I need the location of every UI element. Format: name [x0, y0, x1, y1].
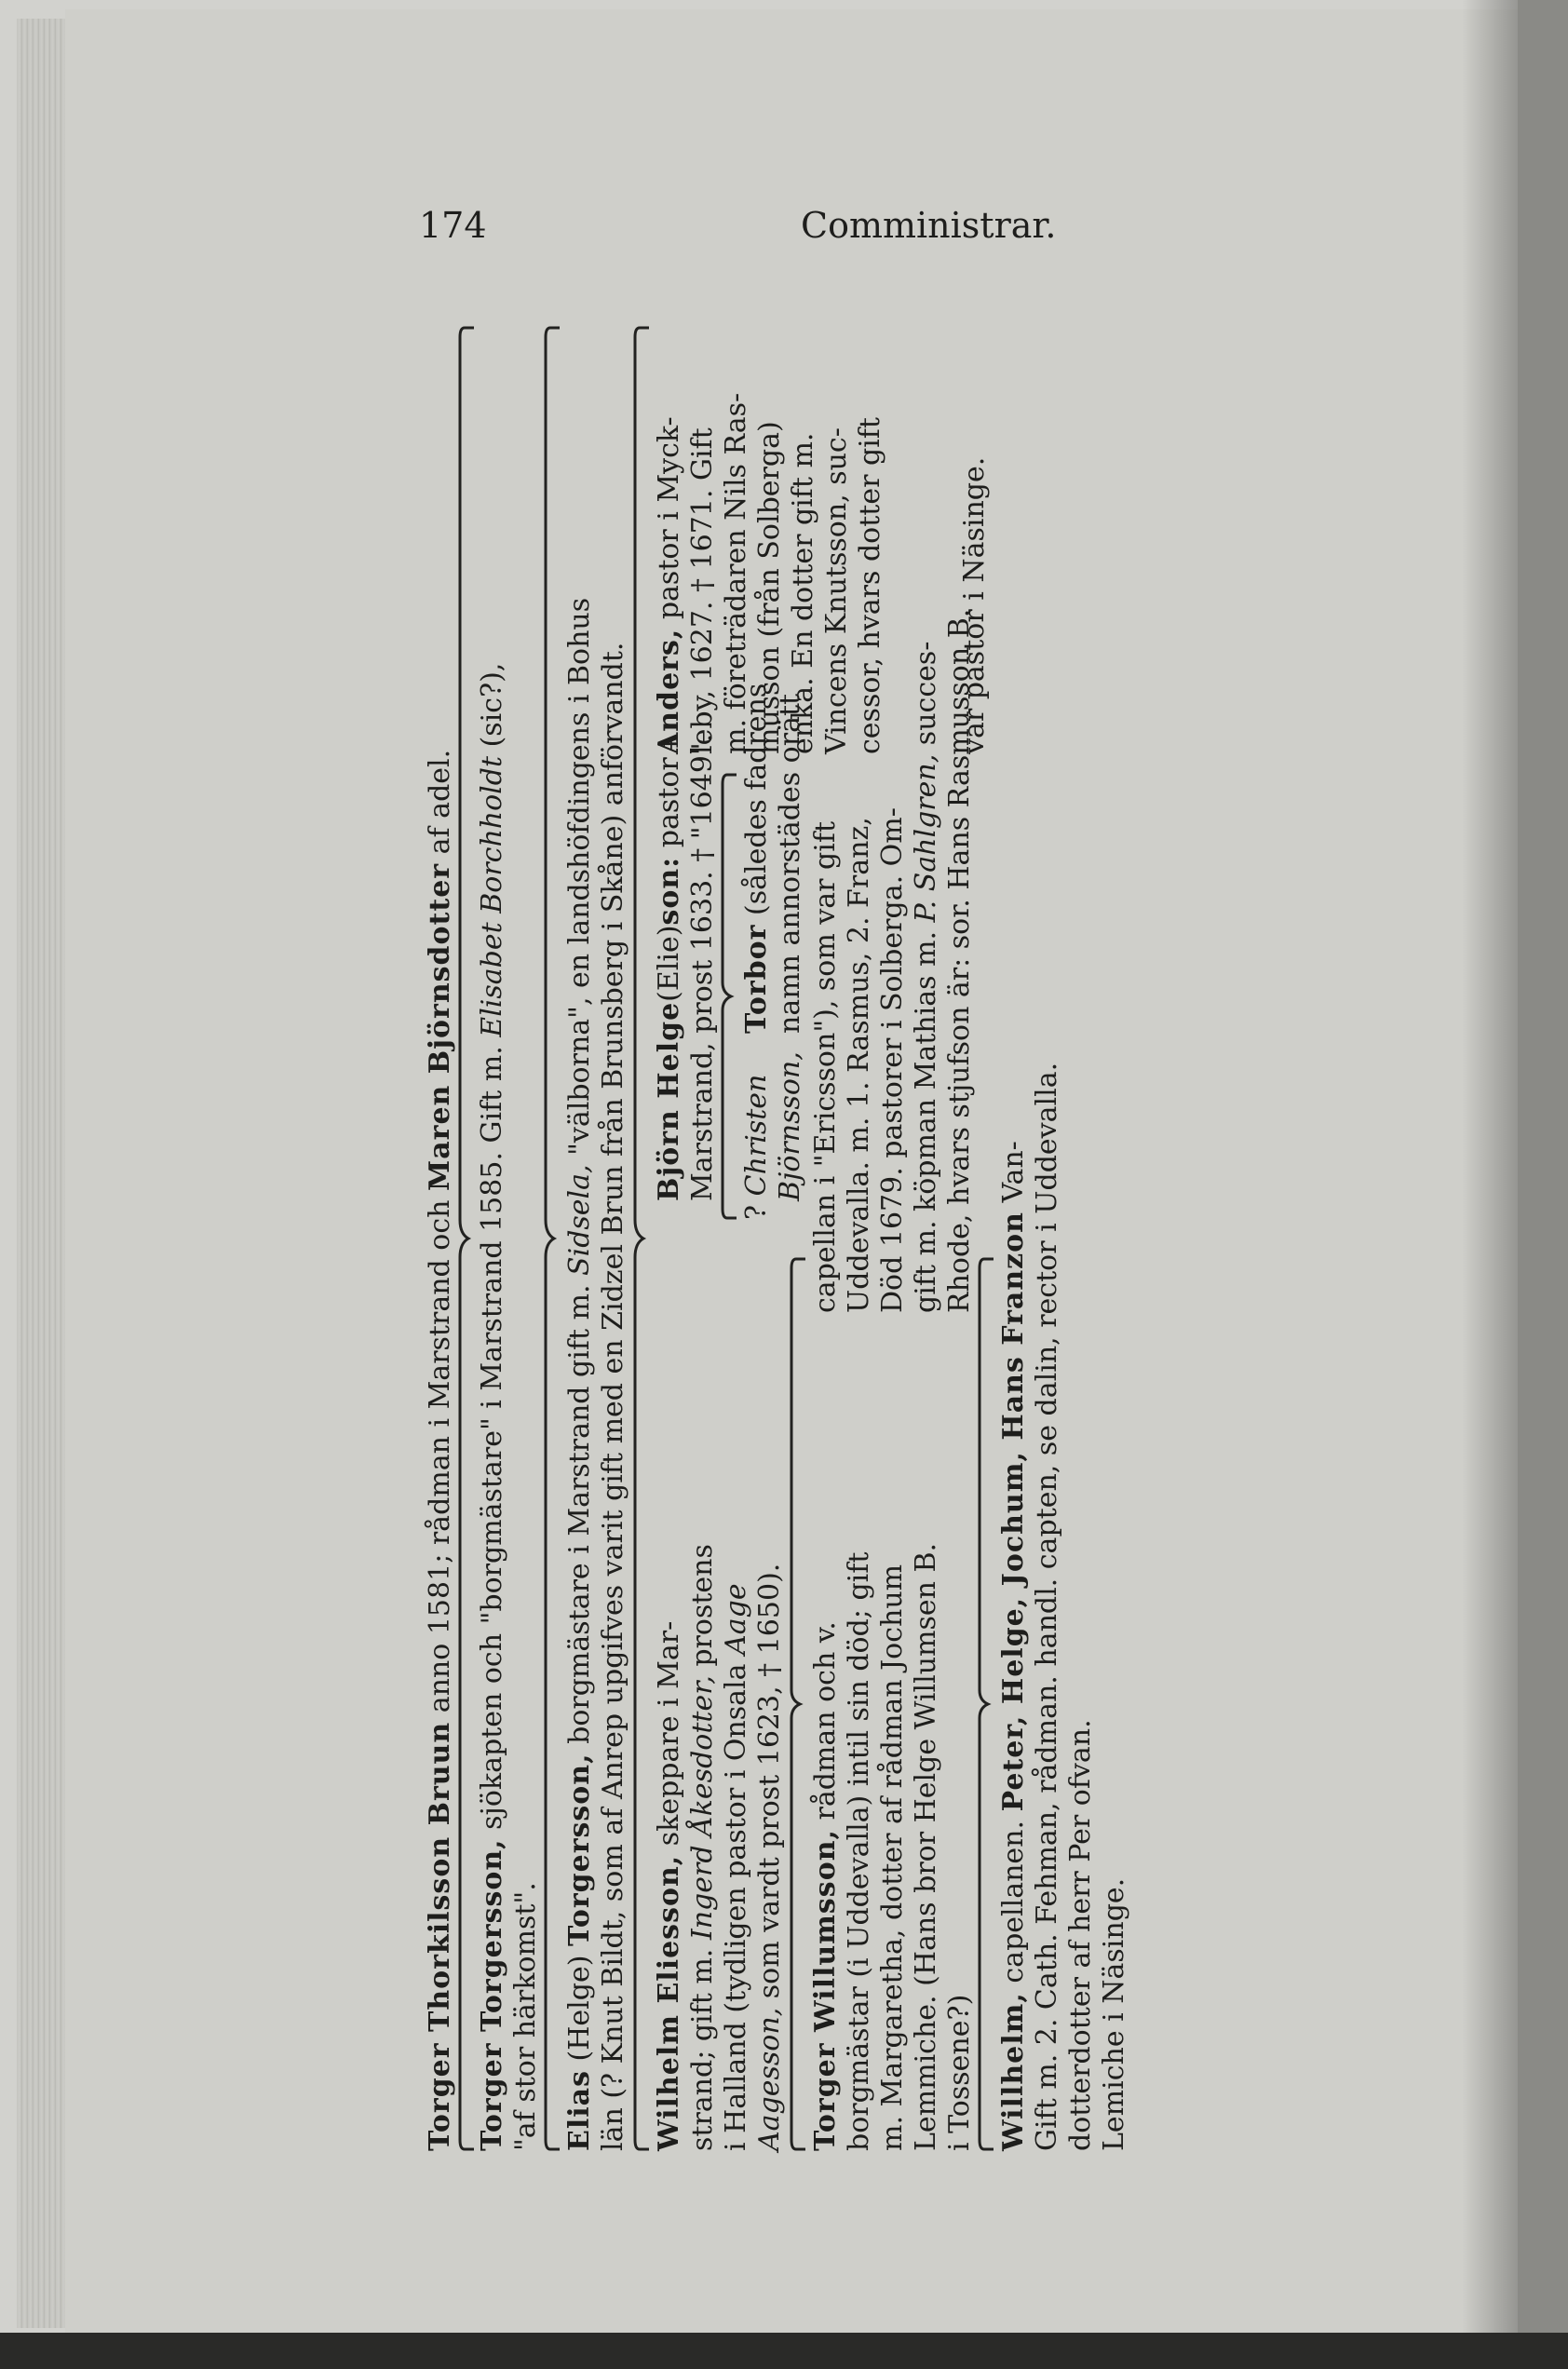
name-p-sahlgren: P. Sahlgren,	[910, 753, 942, 923]
line-torger-willumsson-2: borgmästar (i Uddevalla) intil sin död; gift	[843, 1551, 875, 2151]
name-torbor: Torbor	[740, 924, 773, 1034]
name-wilhelm-eliesson: Wilhelm Eliesson,	[653, 1854, 685, 2151]
line-wilhelm-3	[720, 1583, 753, 2151]
line-christen-2: Björnsson,	[774, 1051, 806, 1201]
line-torger-torgersson-2: "af stor härkomst".	[509, 1882, 542, 2151]
text-fragment: (Helge)	[563, 1946, 596, 2070]
bracket	[457, 326, 476, 2151]
line-torbor-2: namn annorstädes orätt	[774, 693, 806, 1034]
line-anders-3: m. företrädaren Nils Ras-	[720, 392, 752, 754]
name-son: son:	[653, 856, 685, 926]
facing-page	[1518, 0, 1568, 2369]
line-torger-willumsson-1	[809, 1621, 843, 2151]
name-torger-torgersson: Torger Torgersson,	[476, 1838, 508, 2151]
line-enka: enka. En dotter gift m.	[787, 432, 819, 754]
text-fragment: pastor i Myck-	[653, 416, 685, 629]
name-sidsela: Sidsela,	[563, 1164, 596, 1276]
page-number: 174	[419, 205, 487, 246]
bracket-wilhelm-children	[789, 1257, 807, 2151]
bracket-willumsson-children	[977, 1257, 995, 2151]
text-fragment: succes-	[910, 641, 942, 754]
name-aage: Aage	[720, 1583, 752, 1655]
line-torger-willumsson-4: Lemmiche. (Hans bror Helge Willumsen B.	[910, 1542, 942, 2151]
line-willhelm-3: dotterdotter af herr Per ofvan.	[1064, 1719, 1097, 2151]
scan-bottom-band	[0, 2333, 1568, 2369]
line-elias-2: län (? Knut Bildt, som af Anrep upgifves varit gift med en Zidzel Brun från Brunsberg i Skåne) anförvandt.	[597, 642, 629, 2151]
name-ingerd-akesdotter: Ingerd Åkesdotter,	[686, 1675, 719, 1941]
text-fragment: sjökapten och "borgmästare" i Marstrand 1585. Gift m.	[476, 1036, 508, 1839]
line-wilhelm-2	[686, 1544, 720, 2151]
bracket-bjorn-children	[720, 773, 738, 1220]
line-bjorn-2: Marstrand, prost 1633. † "1649".	[686, 733, 719, 1201]
text-fragment: som vardt prost 1623, † 1650).	[753, 1563, 786, 2008]
text-fragment: borgmästare i Marstrand gift m.	[563, 1275, 596, 1753]
name-anders: Anders,	[653, 628, 685, 754]
section-title: Comministrar.	[801, 205, 1057, 246]
line-anders-2: leby, 1627. † 1671. Gift	[686, 427, 719, 754]
text-fragment: strand; gift m.	[686, 1940, 719, 2151]
text-fragment: ?	[740, 1196, 773, 1220]
rotated-genealogy-block	[424, 326, 1439, 2151]
line-christen-1	[740, 1075, 774, 1220]
line-mid-4	[910, 642, 943, 1313]
text-fragment: (således fadrens	[740, 683, 773, 925]
name-torger-thorkilsson: Torger Thorkilsson Bruun	[424, 1721, 456, 2151]
running-head	[419, 205, 1089, 251]
line-torger-thorkilsson	[424, 750, 457, 2151]
text-fragment: i Halland (tydligen pastor i Onsala	[720, 1654, 752, 2151]
name-christen: Christen	[740, 1074, 773, 1197]
line-right-3: var pastor i Näsinge.	[958, 456, 991, 754]
line-right-1: Vincens Knutsson, suc-	[820, 427, 853, 754]
text-fragment: (Elie)	[653, 925, 685, 1002]
line-mid-3: Död 1679. pastorer i Solberga. Om-	[876, 807, 909, 1313]
name-torger-willumsson: Torger Willumsson,	[809, 1829, 842, 2151]
text-fragment: pastor i	[653, 739, 685, 857]
spine-shadow	[1462, 0, 1518, 2369]
line-musson: musson (från Solberga)	[753, 421, 786, 754]
text-fragment: anno 1581; rådman i Marstrand och	[424, 1191, 456, 1722]
name-torgersson: Torgersson,	[563, 1753, 596, 1947]
bracket	[543, 326, 561, 2151]
bracket	[632, 326, 651, 2151]
text-fragment: rådman och v.	[809, 1621, 842, 1830]
line-wilhelm-4	[753, 1564, 787, 2151]
line-right-2: cessor, hvars dotter gift	[854, 417, 886, 754]
names-siblings: Peter, Helge, Jochum, Hans Franzon	[997, 1212, 1030, 1812]
line-torger-willumsson-3: m. Margaretha, dotter af rådman Jochum	[876, 1564, 909, 2151]
line-wilhelm-1	[653, 1621, 686, 2151]
line-torger-willumsson-5: i Tossene?)	[943, 1994, 976, 2151]
line-mid-5: Rhode, hvars stjufson är: sor. Hans Rasmusson B.	[943, 608, 976, 1313]
name-aagesson: Aagesson,	[753, 2007, 786, 2151]
text-fragment: af adel.	[424, 749, 456, 863]
line-willhelm-1	[997, 1141, 1031, 2151]
name-elisabet-borchholdt: Elisabet Borchholdt	[476, 755, 508, 1037]
name-elias: Elias	[563, 2070, 596, 2151]
line-willhelm-4: Lemiche i Näsinge.	[1098, 1877, 1130, 2151]
name-maren-bjornsdotter: Maren Björnsdotter	[424, 862, 456, 1191]
text-fragment: skeppare i Mar-	[653, 1620, 685, 1855]
text-fragment: "välborna", en landshöfdingens i Bohus	[563, 597, 596, 1165]
line-elias-1	[563, 598, 597, 2151]
text-fragment: capellanen.	[997, 1811, 1030, 1993]
name-bjorn-helge: Björn Helge	[653, 1001, 685, 1201]
text-fragment: prostens	[686, 1544, 719, 1676]
text-fragment: gift m. köpman Mathias m.	[910, 922, 942, 1313]
line-anders-1	[653, 416, 686, 754]
line-mid-2: Uddevalla. m. 1. Rasmus, 2. Franz,	[843, 817, 875, 1313]
line-bjorn-1	[653, 739, 686, 1201]
text-fragment: Van-	[997, 1141, 1030, 1212]
line-willhelm-2: Gift m. 2. Cath. Fehman, rådman. handl. capten, se dalin, rector i Uddevalla.	[1031, 1062, 1063, 2151]
line-mid-1: capellan i "Ericsson"), som var gift	[809, 820, 842, 1313]
line-torger-torgersson-1	[476, 663, 509, 2151]
text-fragment: (sic?),	[476, 662, 508, 756]
name-willhelm: Willhelm,	[997, 1992, 1030, 2151]
